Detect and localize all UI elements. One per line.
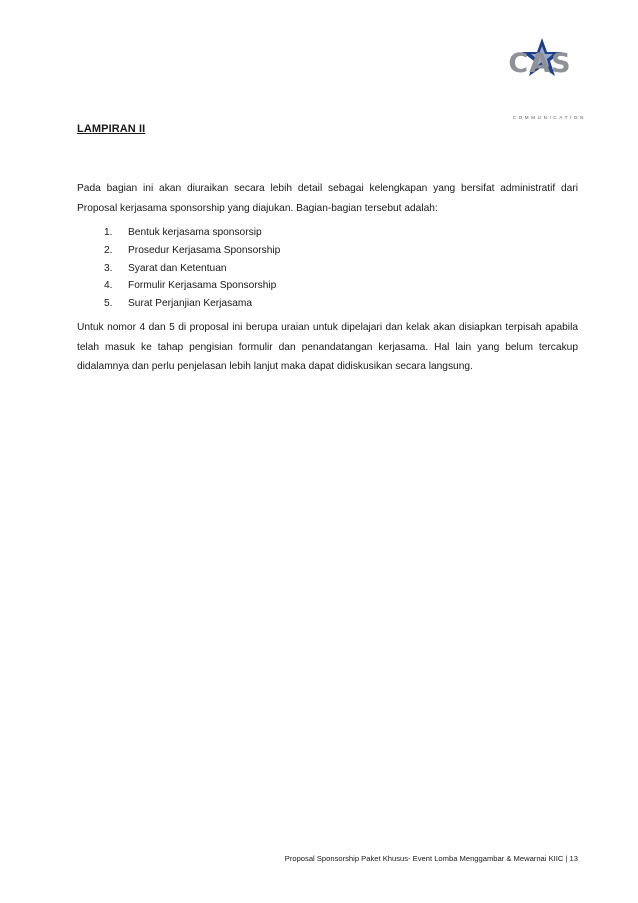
closing-paragraph: Untuk nomor 4 dan 5 di proposal ini berupa uraian untuk dipelajari dan kelak akan disiapkan terpisah apabila telah masuk ke tahap pengisian formulir dan penandatangan kerjasama. Hal lain yang belum tercakup didalamnya dan perlu penjelasan lebih lanjut maka dapat didiskusikan secara langsung. <box>77 322 578 372</box>
list-item <box>104 295 280 313</box>
page-footer: Proposal Sponsorship Paket Khusus- Event Lomba Menggambar & Mewarnai KIIC | 13 <box>284 854 578 863</box>
list-item-text: Surat Perjanjian Kerjasama <box>128 298 253 310</box>
list-item <box>104 224 280 242</box>
logo-tagline: COMMUNICATION <box>512 115 586 120</box>
list-item-text: Formulir Kerjasama Sponsorship <box>128 280 277 292</box>
list-item <box>104 260 280 278</box>
section-heading: LAMPIRAN II <box>77 123 146 135</box>
list-item-number: 2. <box>104 244 113 256</box>
attachment-list <box>104 224 280 313</box>
list-item-text: Syarat dan Ketentuan <box>128 262 227 274</box>
list-item <box>104 277 280 295</box>
list-item-text: Bentuk kerjasama sponsorsip <box>128 227 262 238</box>
list-item-number: 5. <box>104 298 113 310</box>
list-item-number: 3. <box>104 262 113 274</box>
company-logo <box>490 38 590 120</box>
list-item <box>104 242 280 260</box>
logo-wordmark: CAS <box>508 48 572 79</box>
list-item-number: 1. <box>104 227 113 238</box>
list-item-number: 4. <box>104 280 113 292</box>
intro-paragraph: Pada bagian ini akan diuraikan secara lebih detail sebagai kelengkapan yang bersifat administratif dari Proposal kerjasama sponsorship yang diajukan. Bagian-bagian tersebut adalah: <box>77 183 578 214</box>
list-item-text: Prosedur Kerjasama Sponsorship <box>128 244 281 256</box>
